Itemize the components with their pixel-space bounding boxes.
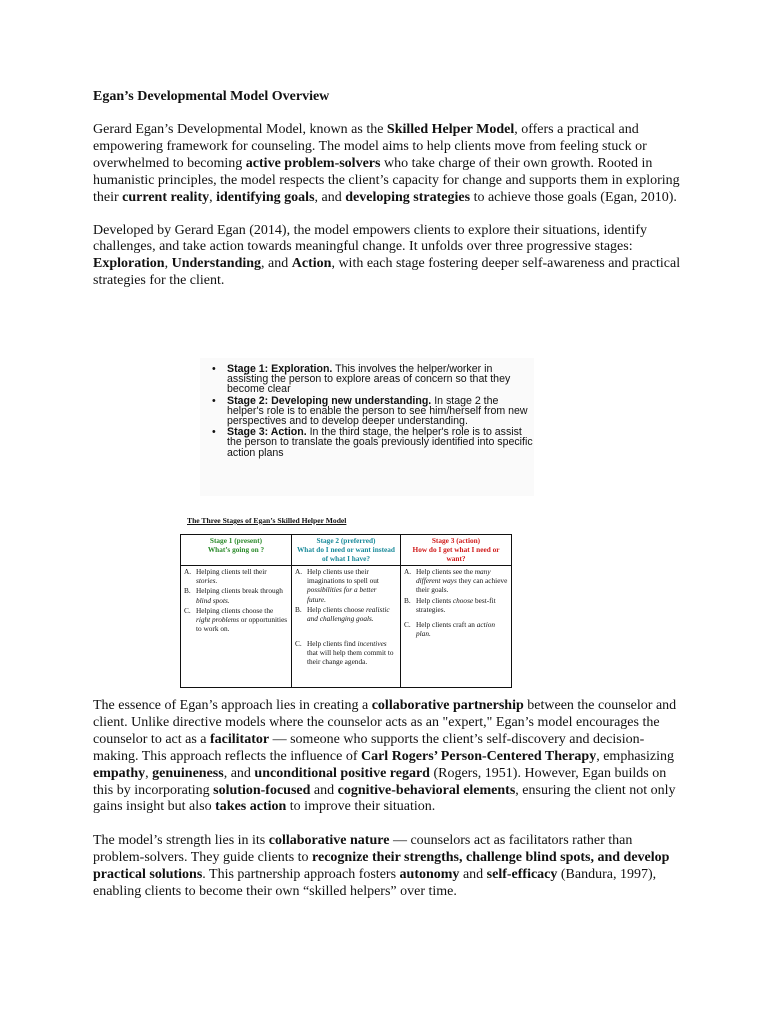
- item-letter: A.: [184, 567, 192, 577]
- stage-summary-heading: Stage 2: Developing new understanding.: [227, 394, 432, 407]
- item-text: [307, 567, 397, 603]
- paragraph-essence: [93, 698, 683, 816]
- text-run: Developed by Gerard Egan (2014), the model empowers clients to explore their situations, identify challenges, and take action towards meaningful change. It unfolds over three progressive stages:: [93, 222, 648, 255]
- header-stage-3-title: Stage 3 (action): [431, 536, 481, 545]
- bold-phrase: Exploration: [93, 256, 165, 272]
- bold-phrase: self-efficacy: [486, 867, 558, 883]
- header-stage-1-title: Stage 1 (present): [209, 536, 263, 545]
- stage-summary-item: [212, 396, 534, 427]
- text-run: Help clients see the: [416, 567, 475, 577]
- header-stage-1-question: What’s going on ?: [207, 545, 265, 555]
- stage-task-item: [295, 639, 397, 666]
- item-letter: A.: [404, 567, 412, 577]
- italic-phrase: action plan.: [416, 619, 496, 638]
- stage-3-cell: [401, 566, 512, 688]
- text-run: Help clients choose: [307, 604, 366, 614]
- stage-2-cell: [292, 566, 401, 688]
- text-run: or opportunities to work on.: [196, 614, 288, 633]
- stage-1-cell: [181, 566, 292, 688]
- italic-phrase: right problems: [196, 614, 239, 624]
- bold-phrase: takes action: [215, 799, 287, 815]
- text-run: Helping clients choose the: [196, 605, 274, 615]
- paragraph-strength: [93, 833, 683, 901]
- bold-phrase: active problem-solvers: [245, 155, 381, 171]
- document-body: [93, 88, 683, 290]
- item-text: [196, 606, 288, 633]
- italic-phrase: stories.: [196, 576, 218, 586]
- bold-phrase: Action: [291, 256, 332, 272]
- text-run: ,: [209, 189, 217, 205]
- item-letter: C.: [404, 619, 411, 629]
- paragraph-intro: [93, 122, 683, 207]
- bold-phrase: Understanding: [171, 256, 262, 272]
- text-run: that will help them commit to their change agenda.: [307, 647, 394, 667]
- text-run: between the counselor and client. Unlike directive models where the counselor acts as an "expert," Egan’s model encourages the counselor to act as a: [93, 698, 677, 747]
- item-letter: B.: [184, 586, 191, 596]
- bold-phrase: facilitator: [210, 731, 270, 747]
- italic-phrase: many different ways: [416, 567, 491, 586]
- text-run: . This partnership approach fosters: [202, 867, 400, 883]
- stage-task-item: [184, 606, 288, 633]
- three-stages-figure: [180, 516, 512, 688]
- stage-summary-heading: Stage 3: Action.: [227, 426, 307, 439]
- text-run: Help clients: [416, 595, 453, 605]
- bullet-icon: •: [212, 363, 216, 375]
- bold-phrase: cognitive-behavioral elements: [337, 782, 516, 798]
- header-stage-1: [181, 535, 292, 566]
- item-text: [416, 567, 508, 594]
- text-run: The essence of Egan’s approach lies in creating a: [93, 698, 372, 713]
- item-letter: C.: [184, 605, 191, 615]
- italic-phrase: realistic and challenging goals.: [307, 604, 390, 623]
- stage-summary-image: [200, 358, 534, 496]
- bold-phrase: empathy: [93, 765, 146, 781]
- text-run: Helping clients break through: [196, 586, 283, 596]
- table-body-row: [181, 566, 512, 688]
- item-text: [307, 605, 397, 623]
- stage-task-item: [404, 620, 508, 638]
- stage-task-item: [404, 567, 508, 594]
- text-run: (Rogers, 1951). However, Egan builds on this by incorporating: [93, 765, 667, 798]
- stage-summary-item: [212, 364, 534, 395]
- item-text: [196, 586, 288, 604]
- italic-phrase: choose: [452, 595, 474, 605]
- item-text: [307, 639, 397, 666]
- bold-phrase: Skilled Helper Model: [386, 122, 515, 137]
- text-run: ,: [164, 256, 172, 272]
- text-run: , emphasizing: [596, 748, 674, 764]
- item-text: [416, 620, 508, 638]
- text-run: Help clients craft an: [416, 619, 477, 629]
- text-run: Help clients find: [307, 638, 358, 648]
- paragraph-stages: [93, 223, 683, 291]
- text-run: and: [310, 782, 338, 798]
- text-run: ,: [145, 765, 153, 781]
- text-run: to improve their situation.: [286, 799, 436, 815]
- header-stage-2-question: What do I need or want instead of what I have?: [297, 545, 395, 564]
- text-run: Gerard Egan’s Developmental Model, known as the: [93, 122, 387, 137]
- text-run: Helping clients tell their: [196, 567, 267, 577]
- item-letter: A.: [295, 567, 303, 577]
- table-header-row: [181, 535, 512, 566]
- text-run: The model’s strength lies in its: [93, 833, 269, 849]
- item-text: [196, 567, 288, 585]
- text-run: and: [459, 867, 487, 883]
- item-letter: B.: [295, 604, 302, 614]
- header-stage-3: [401, 535, 512, 566]
- text-run: best-fit strategies.: [416, 595, 496, 614]
- text-run: , ensuring the client not only gains insight but also: [93, 782, 676, 815]
- bullet-icon: •: [212, 394, 216, 407]
- item-letter: B.: [404, 595, 411, 605]
- stage-summary-text: In stage 2 the helper's role is to enable the person to see him/herself from new perspectives and to develop deeper understanding.: [227, 394, 528, 428]
- stage-task-item: [184, 567, 288, 585]
- text-run: — someone who supports the client’s self-discovery and decision-making. This approach reflects the influence of: [93, 731, 645, 764]
- document-title: Egan’s Developmental Model Overview: [93, 89, 330, 104]
- stage-summary-text: This involves the helper/worker in assisting the person to explore areas of concern so that they become clear: [227, 363, 511, 396]
- italic-phrase: incentives: [357, 638, 387, 648]
- bold-phrase: autonomy: [399, 867, 460, 883]
- text-run: Help clients use their imaginations to spell out: [307, 567, 379, 586]
- bold-phrase: unconditional positive regard: [254, 765, 430, 781]
- item-letter: C.: [295, 638, 302, 648]
- header-stage-3-question: How do I get what I need or want?: [412, 545, 500, 564]
- bullet-icon: •: [212, 426, 216, 439]
- text-run: , offers a practical and empowering framework for counseling. The model aims to help clients move from feeling stuck or overwhelmed to becoming: [93, 122, 647, 171]
- text-run: , and: [223, 765, 255, 781]
- stage-task-item: [184, 586, 288, 604]
- stage-task-item: [295, 567, 397, 603]
- bold-phrase: identifying goals: [216, 189, 315, 205]
- bold-phrase: current reality: [122, 189, 210, 205]
- bold-phrase: Carl Rogers’ Person-Centered Therapy: [360, 748, 597, 764]
- bold-phrase: collaborative nature: [268, 833, 390, 849]
- italic-phrase: blind spots.: [196, 595, 230, 605]
- stage-summary-list: [200, 358, 534, 458]
- item-text: [416, 596, 508, 614]
- text-run: , and: [314, 189, 346, 205]
- bold-phrase: developing strategies: [345, 189, 471, 205]
- text-run: — counselors act as facilitators rather than problem-solvers. They guide clients to: [93, 833, 633, 866]
- bold-phrase: recognize their strengths, challenge blind spots, and develop practical solutions: [93, 850, 670, 883]
- stage-summary-heading: Stage 1: Exploration.: [227, 363, 333, 375]
- bold-phrase: collaborative partnership: [371, 698, 524, 713]
- document-body-lower: [93, 698, 683, 901]
- bold-phrase: genuineness: [152, 765, 224, 781]
- text-run: who take charge of their own growth. Rooted in humanistic principles, the model respects the client’s capacity for change and supports them in exploring their: [93, 155, 680, 205]
- header-stage-2: [292, 535, 401, 566]
- table-title: The Three Stages of Egan’s Skilled Helper Model: [187, 516, 347, 525]
- three-stages-table: [180, 534, 512, 688]
- text-run: , and: [261, 256, 292, 272]
- stage-summary-item: [212, 427, 534, 458]
- text-run: , with each stage fostering deeper self-awareness and practical strategies for the client.: [93, 256, 681, 289]
- stage-summary-text: In the third stage, the helper's role is to assist the person to translate the goals previously identified into specific action plans: [227, 426, 533, 459]
- stage-task-item: [404, 596, 508, 614]
- stage-task-item: [295, 605, 397, 623]
- text-run: (Bandura, 1997), enabling clients to become their own “skilled helpers” over time.: [93, 867, 657, 900]
- text-run: to achieve those goals (Egan, 2010).: [470, 189, 677, 205]
- header-stage-2-title: Stage 2 (preferred): [316, 536, 376, 545]
- bold-phrase: solution-focused: [213, 782, 311, 798]
- italic-phrase: possibilities for a better future.: [307, 585, 377, 604]
- text-run: they can achieve their goals.: [416, 576, 508, 595]
